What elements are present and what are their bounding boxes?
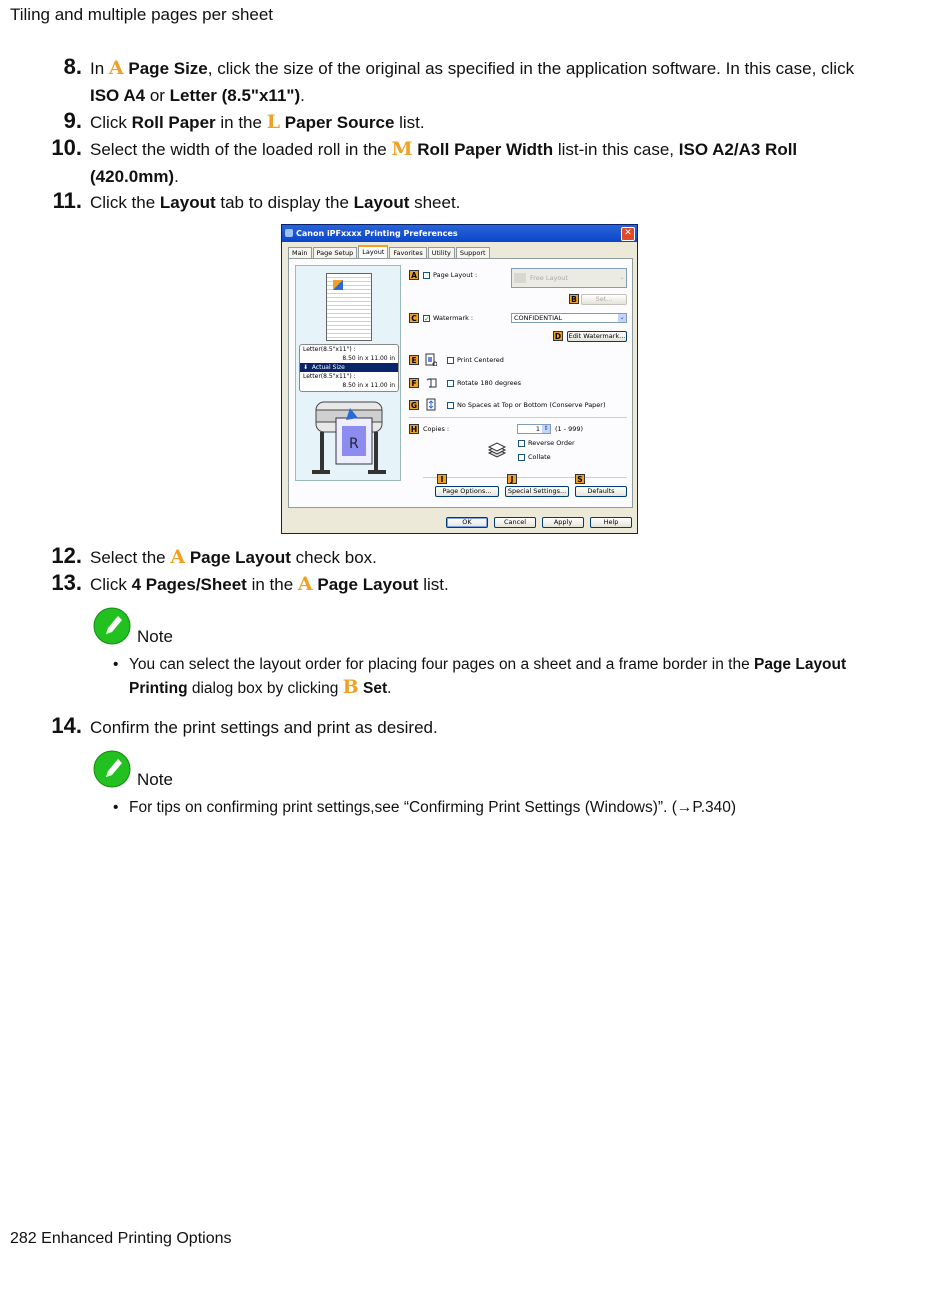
watermark-dropdown[interactable]: CONFIDENTIAL ⌄ xyxy=(511,313,627,323)
printer-app-icon xyxy=(285,229,293,237)
tab-main[interactable]: Main xyxy=(288,247,312,258)
rotate-checkbox[interactable] xyxy=(447,380,454,387)
copies-label: Copies : xyxy=(423,425,450,433)
page-layout-label: Page Layout : xyxy=(433,271,478,279)
tab-favorites[interactable]: Favorites xyxy=(389,247,426,258)
bold-term: Page Layout xyxy=(317,575,419,594)
preview-area xyxy=(295,265,401,481)
text-run: Select the width of the loaded roll in the xyxy=(90,140,392,159)
special-settings-button[interactable]: Special Settings... xyxy=(505,486,569,497)
tab-support[interactable]: Support xyxy=(456,247,490,258)
bold-term: Paper Source xyxy=(284,113,395,132)
bold-term: Page Layout Printing xyxy=(129,656,847,697)
bold-term: Layout xyxy=(159,193,216,212)
chevron-down-icon: ⌄ xyxy=(619,314,625,321)
collate-checkbox[interactable] xyxy=(518,454,525,461)
reverse-order-label: Reverse Order xyxy=(528,439,575,447)
copies-stepper[interactable]: 1 ⇕ xyxy=(517,424,551,434)
divider xyxy=(409,417,627,418)
label-j: J xyxy=(507,474,517,484)
collate-label: Collate xyxy=(528,453,551,461)
label-g: G xyxy=(410,401,418,410)
text-run: Click xyxy=(90,113,132,132)
note-title: Note xyxy=(137,627,173,646)
label-b: B xyxy=(569,294,579,304)
dialog-titlebar xyxy=(282,225,637,242)
running-head: Tiling and multiple pages per sheet xyxy=(10,5,274,24)
size-info-selected: ⬇ Actual Size xyxy=(300,363,398,372)
note-bullet: • You can select the layout order for placing four pages on a sheet and a frame border in the Page Layout Printing dialog box by clicking B Set. xyxy=(113,656,847,698)
bold-term: Page Layout xyxy=(189,548,291,567)
item-reference-letter: A xyxy=(108,57,124,79)
size-info-line: 8.50 in x 11.00 in xyxy=(342,355,395,362)
label-e: E xyxy=(409,355,419,365)
bold-term: ISO A2/A3 Roll (420.0mm) xyxy=(90,140,798,186)
page-layout-checkbox[interactable] xyxy=(423,272,430,279)
label-c: C xyxy=(409,313,419,323)
text-run: . xyxy=(174,167,179,186)
text-run: in the xyxy=(215,113,267,132)
label-d: D xyxy=(554,332,562,341)
size-info-box xyxy=(299,344,399,392)
text-run: Click the xyxy=(90,193,160,212)
apply-button[interactable]: Apply xyxy=(542,517,584,528)
text-run: check box. xyxy=(290,548,377,567)
printer-illustration-icon xyxy=(310,396,388,480)
spin-arrows-icon[interactable]: ⇕ xyxy=(543,425,549,432)
text-run: You can select the layout order for placing four pages on a sheet and a frame border in the xyxy=(129,656,754,673)
divider xyxy=(423,477,627,478)
layout-panel xyxy=(288,258,633,508)
item-reference-letter: M xyxy=(391,138,413,160)
label-a: A xyxy=(409,270,419,280)
page-layout-icon xyxy=(514,273,526,283)
watermark-label: Watermark : xyxy=(433,314,474,322)
bold-term: ISO A4 xyxy=(90,86,146,105)
pencil-note-icon xyxy=(93,607,131,645)
text-run: tab to display the xyxy=(215,193,354,212)
defaults-button[interactable]: Defaults xyxy=(575,486,627,497)
label-i: I xyxy=(437,474,447,484)
no-spaces-checkbox[interactable] xyxy=(447,402,454,409)
page-footer: 282 Enhanced Printing Options xyxy=(10,1230,232,1247)
down-arrow-icon: ⬇ xyxy=(303,364,312,371)
bold-term: Letter (8.5"x11") xyxy=(169,86,301,105)
tab-utility[interactable]: Utility xyxy=(428,247,455,258)
item-reference-letter: A xyxy=(170,546,186,568)
ok-button[interactable]: OK xyxy=(446,517,488,528)
page-options-button[interactable]: Page Options... xyxy=(435,486,499,497)
item-reference-letter: B xyxy=(342,676,359,698)
reverse-order-checkbox[interactable] xyxy=(518,440,525,447)
watermark-checkbox[interactable]: ✓ xyxy=(424,315,430,323)
svg-text:R: R xyxy=(349,436,359,452)
bold-term: Roll Paper xyxy=(131,113,216,132)
stacked-pages-icon xyxy=(487,441,507,459)
item-reference-letter: A xyxy=(297,573,313,595)
size-info-line: 8.50 in x 11.00 in xyxy=(342,382,395,389)
bold-term: Layout xyxy=(353,193,410,212)
text-run: Click xyxy=(90,575,132,594)
bold-term: 4 Pages/Sheet xyxy=(131,575,247,594)
note-2 xyxy=(93,750,873,830)
size-info-line: Letter(8.5"x11") : xyxy=(303,373,356,380)
tab-layout[interactable]: Layout xyxy=(358,245,388,259)
cancel-button[interactable]: Cancel xyxy=(494,517,536,528)
set-button[interactable]: Set... xyxy=(581,294,627,305)
bold-term: Set xyxy=(363,680,388,697)
tab-strip xyxy=(288,247,491,258)
note-1 xyxy=(93,607,873,707)
text-run: sheet. xyxy=(409,193,461,212)
text-run: Confirm the print settings and print as desired. xyxy=(90,718,438,737)
bold-term: Roll Paper Width xyxy=(417,140,554,159)
text-run: dialog box by clicking xyxy=(187,680,343,697)
print-centered-label: Print Centered xyxy=(457,356,504,364)
close-icon[interactable]: ✕ xyxy=(621,227,635,241)
text-run: For tips on confirming print settings,see “Confirming Print Settings (Windows)”. (→P.340) xyxy=(129,799,737,816)
text-run: list. xyxy=(394,113,425,132)
text-run: . xyxy=(300,86,305,105)
label-h: H xyxy=(410,425,418,434)
text-run: list-in this case, xyxy=(553,140,679,159)
label-s: S xyxy=(575,474,585,484)
rotate-label: Rotate 180 degrees xyxy=(457,379,521,387)
note-bullet: • For tips on confirming print settings,see “Confirming Print Settings (Windows)”. (→P.340) xyxy=(113,799,737,816)
chevron-down-icon: ⌄ xyxy=(618,269,626,287)
item-reference-letter: L xyxy=(266,111,281,133)
copies-range: (1 - 999) xyxy=(555,425,584,433)
text-run: or xyxy=(145,86,170,105)
print-centered-icon xyxy=(425,353,437,366)
no-spaces-label: No Spaces at Top or Bottom (Conserve Paper) xyxy=(457,401,606,409)
rotate-icon xyxy=(425,376,437,389)
bold-term: Page Size xyxy=(128,59,208,78)
text-run: in the xyxy=(246,575,298,594)
text-run: Select the xyxy=(90,548,171,567)
text-run: . xyxy=(387,680,392,697)
dialog-title: Canon iPFxxxx Printing Preferences xyxy=(296,229,458,238)
page-preview-thumbnail xyxy=(326,273,372,341)
text-run: , click the size of the original as specified in the application software. In this case, click xyxy=(207,59,855,78)
text-run: In xyxy=(90,59,109,78)
note-title: Note xyxy=(137,770,173,789)
conserve-paper-icon xyxy=(425,398,437,411)
size-info-line: Letter(8.5"x11") : xyxy=(303,346,356,353)
tab-page-setup[interactable]: Page Setup xyxy=(313,247,358,258)
page-layout-dropdown[interactable]: Free Layout ⌄ xyxy=(511,268,627,288)
edit-watermark-button[interactable]: Edit Watermark... xyxy=(568,332,626,340)
help-button[interactable]: Help xyxy=(590,517,632,528)
print-centered-checkbox[interactable] xyxy=(447,357,454,364)
printing-preferences-dialog xyxy=(281,224,638,534)
text-run: list. xyxy=(418,575,449,594)
label-f: F xyxy=(409,378,419,388)
pencil-note-icon xyxy=(93,750,131,788)
